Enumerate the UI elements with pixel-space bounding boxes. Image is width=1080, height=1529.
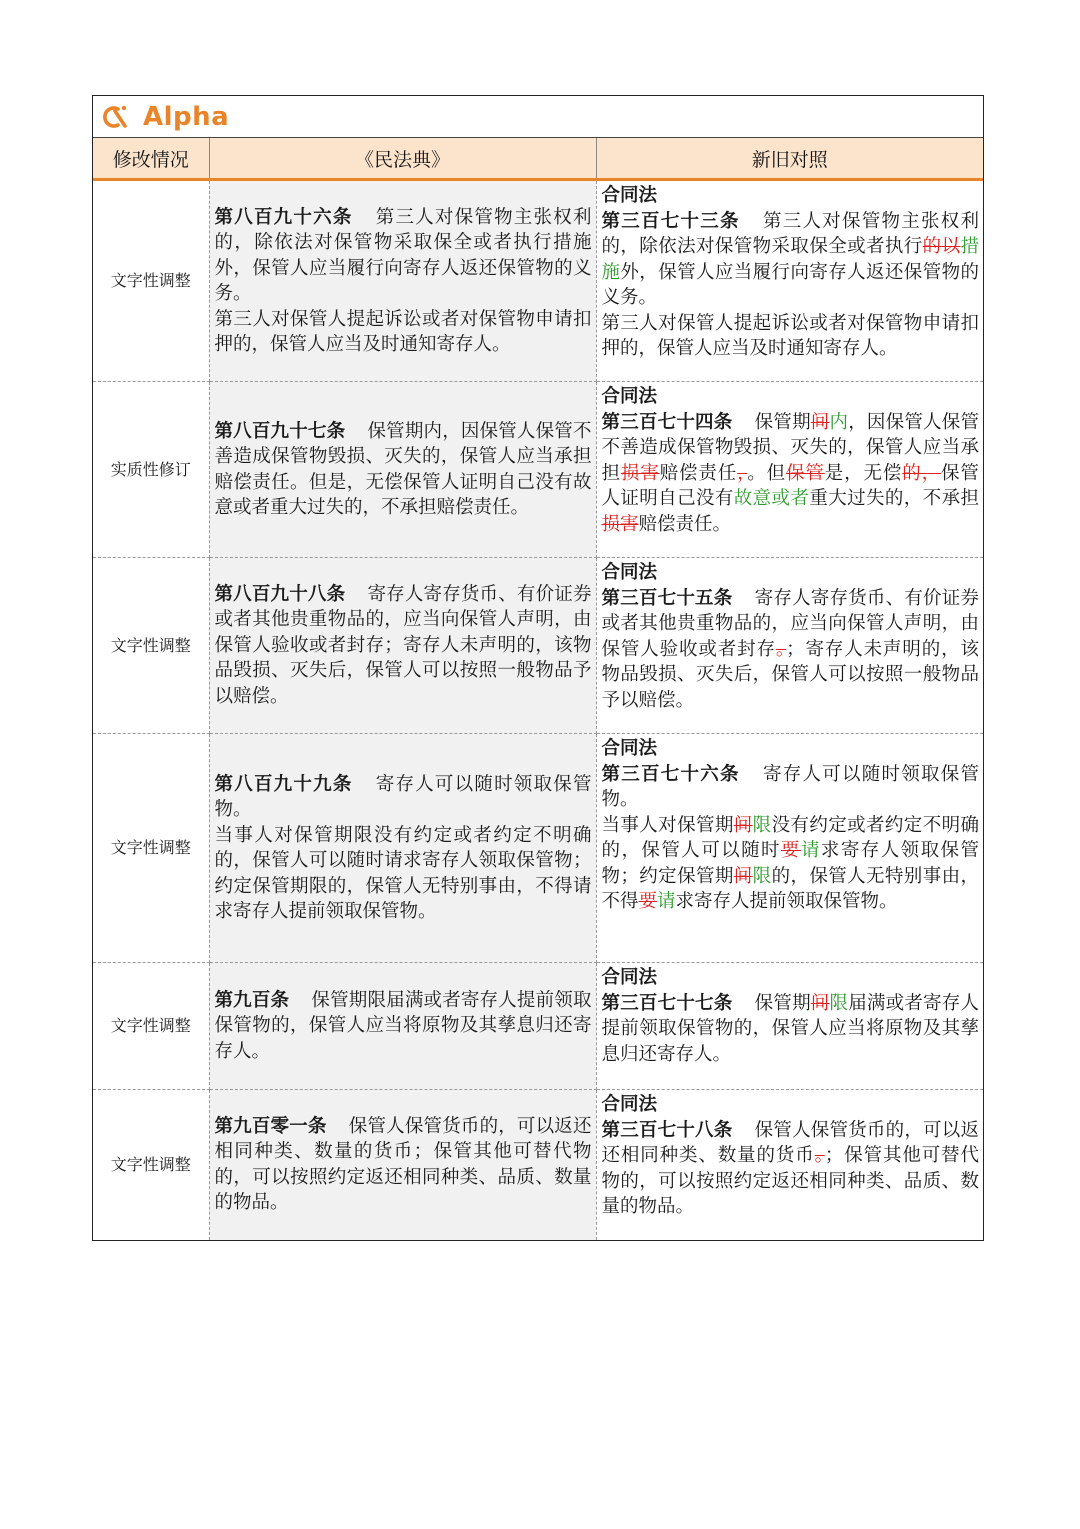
comparison-cell bbox=[596, 558, 983, 734]
civil-paragraph bbox=[215, 307, 592, 358]
contract-article-number: 第三百七十六条 bbox=[601, 763, 740, 785]
deleted-text: 要 bbox=[780, 840, 801, 861]
comparison-text: ；保管其他可替代物的，可以按照约定返还相同种类、品质、数量的物品。 bbox=[601, 1145, 979, 1217]
civil-article-number: 第八百九十八条 bbox=[214, 583, 346, 605]
deleted-text: 损害 bbox=[601, 513, 639, 535]
civil-text: 保管期内，因保管人保管不善造成保管物毁损、灭失的，保管人应当承担赔偿责任。但是，无偿保管人证明自己没有故意或者重大过失的，不承担赔偿责任。 bbox=[214, 420, 592, 518]
source-law-label: 合同法 bbox=[601, 1094, 658, 1115]
comparison-cell bbox=[596, 963, 983, 1090]
source-law-label: 合同法 bbox=[601, 562, 658, 583]
header-civil-code: 《民法典》 bbox=[209, 138, 596, 180]
civil-text: 当事人对保管期限没有约定或者约定不明确的，保管人可以随时请求寄存人领取保管物；约定保管期限的，保管人无特别事由，不得请求寄存人提前领取保管物。 bbox=[214, 824, 592, 922]
deleted-text: 。 bbox=[775, 638, 787, 660]
comparison-text: 求寄存人领取保管物；约定保管期 bbox=[601, 840, 979, 887]
deleted-text: 间 bbox=[810, 992, 830, 1014]
comparison-text: 没有约定或者约定不明确的，保管人可以随时 bbox=[601, 814, 979, 861]
deleted-text: ， bbox=[737, 462, 748, 484]
contract-article-number: 第三百七十三条 bbox=[601, 210, 740, 232]
table-row bbox=[93, 963, 983, 1090]
civil-code-cell bbox=[209, 963, 596, 1090]
comparison-text: ，因保管人保管不善造成保管物毁损、灭失的，保管人应当承担 bbox=[601, 411, 979, 484]
source-law-label: 合同法 bbox=[601, 386, 658, 407]
status-cell: 文字性调整 bbox=[93, 180, 209, 382]
deleted-text: 间 bbox=[810, 411, 830, 433]
source-law-label: 合同法 bbox=[601, 738, 658, 759]
civil-code-cell bbox=[209, 180, 596, 382]
table-row bbox=[93, 734, 983, 963]
comparison-table bbox=[93, 138, 983, 1240]
civil-text: 第三人对保管人提起诉讼或者对保管物申请扣押的，保管人应当及时通知寄存人。 bbox=[214, 308, 592, 355]
inserted-text: 内 bbox=[829, 411, 849, 433]
deleted-text: 间 bbox=[733, 814, 753, 836]
status-cell: 文字性调整 bbox=[93, 558, 209, 734]
civil-paragraph bbox=[215, 419, 592, 521]
civil-paragraph bbox=[215, 772, 592, 823]
civil-code-cell bbox=[209, 734, 596, 963]
comparison-text: 的，保管人无特别事由，不得 bbox=[601, 865, 979, 912]
comparison-text: 重大过失的，不承担 bbox=[809, 488, 979, 509]
comparison-paragraph bbox=[602, 1118, 980, 1220]
civil-text: 第三人对保管物主张权利的，除依法对保管物采取保全或者执行措施外，保管人应当履行向寄存人返还保管物的义务。 bbox=[214, 206, 592, 304]
contract-article-number: 第三百七十七条 bbox=[601, 992, 733, 1014]
contract-article-number: 第三百七十八条 bbox=[601, 1119, 733, 1141]
civil-article-number: 第八百九十九条 bbox=[214, 773, 353, 795]
inserted-text: 限 bbox=[752, 865, 772, 887]
brand-name: Alpha bbox=[143, 101, 230, 132]
comparison-text: 寄存人寄存货币、有价证券或者其他贵重物品的，应当向保管人声明，由保管人验收或者封存 bbox=[601, 587, 979, 660]
comparison-text: 寄存人可以随时领取保管物。 bbox=[601, 763, 979, 810]
comparison-paragraph bbox=[602, 586, 980, 714]
status-cell: 文字性调整 bbox=[93, 734, 209, 963]
civil-paragraph bbox=[215, 823, 592, 925]
inserted-text: 限 bbox=[752, 814, 772, 836]
comparison-paragraph bbox=[602, 311, 980, 362]
comparison-text: 第三人对保管人提起诉讼或者对保管物申请扣押的，保管人应当及时通知寄存人。 bbox=[601, 312, 979, 359]
inserted-text: 请 bbox=[800, 840, 821, 861]
deleted-text: 的， bbox=[902, 462, 941, 484]
comparison-text: 是，无偿 bbox=[824, 462, 903, 484]
civil-paragraph bbox=[215, 1114, 592, 1216]
civil-code-cell bbox=[209, 1090, 596, 1240]
comparison-text: 保管人证明自己没有 bbox=[601, 462, 979, 509]
deleted-text: 保管 bbox=[786, 462, 825, 484]
civil-text: 保管人保管货币的，可以返还相同种类、数量的货币；保管其他可替代物的，可以按照约定返还相同种类、品质、数量的物品。 bbox=[214, 1115, 592, 1214]
civil-article-number: 第八百九十七条 bbox=[214, 420, 346, 442]
comparison-paragraph bbox=[602, 410, 980, 538]
header-comparison: 新旧对照 bbox=[596, 138, 983, 180]
table-row bbox=[93, 558, 983, 734]
deleted-text: 的以 bbox=[922, 236, 961, 257]
civil-paragraph bbox=[215, 582, 592, 710]
comparison-cell bbox=[596, 1090, 983, 1240]
table-row bbox=[93, 382, 983, 558]
civil-article-number: 第九百条 bbox=[214, 989, 290, 1011]
comparison-text: 保管期 bbox=[754, 992, 811, 1014]
civil-text: 保管期限届满或者寄存人提前领取保管物的，保管人应当将原物及其孳息归还寄存人。 bbox=[214, 989, 592, 1062]
comparison-text: 外，保管人应当履行向寄存人返还保管物的义务。 bbox=[601, 261, 979, 308]
civil-article-number: 第九百零一条 bbox=[214, 1115, 327, 1137]
comparison-text: 保管期 bbox=[754, 411, 811, 433]
comparison-paragraph bbox=[602, 813, 980, 915]
comparison-text: 保管人保管货币的，可以返还相同种类、数量的货币 bbox=[601, 1119, 979, 1166]
alpha-logo-icon bbox=[101, 103, 129, 131]
inserted-text: 限 bbox=[829, 992, 849, 1014]
contract-article-number: 第三百七十四条 bbox=[601, 411, 733, 433]
header-status: 修改情况 bbox=[93, 138, 209, 180]
comparison-paragraph bbox=[602, 762, 980, 813]
civil-paragraph bbox=[215, 988, 592, 1065]
inserted-text: 措施 bbox=[601, 236, 979, 283]
source-law-label: 合同法 bbox=[601, 185, 658, 206]
comparison-text: 赔偿责任。 bbox=[638, 513, 732, 535]
civil-text: 寄存人寄存货币、有价证券或者其他贵重物品的，应当向保管人声明，由保管人验收或者封存；寄存人未声明的，该物品毁损、灭失后，保管人可以按照一般物品予以赔偿。 bbox=[214, 583, 592, 707]
comparison-paragraph bbox=[602, 991, 980, 1068]
status-cell: 文字性调整 bbox=[93, 1090, 209, 1240]
civil-code-cell bbox=[209, 558, 596, 734]
comparison-cell bbox=[596, 180, 983, 382]
comparison-cell bbox=[596, 734, 983, 963]
civil-code-cell bbox=[209, 382, 596, 558]
source-law-label: 合同法 bbox=[601, 967, 658, 988]
deleted-text: 。 bbox=[814, 1145, 825, 1166]
comparison-text: 第三人对保管物主张权利的，除依法对保管物采取保全或者执行 bbox=[601, 210, 979, 257]
header-row bbox=[93, 138, 983, 180]
status-cell: 文字性调整 bbox=[93, 963, 209, 1090]
comparison-text: 求寄存人提前领取保管物。 bbox=[675, 891, 898, 912]
contract-article-number: 第三百七十五条 bbox=[601, 587, 733, 609]
comparison-paragraph bbox=[602, 209, 980, 311]
inserted-text: 故意或者 bbox=[733, 488, 810, 509]
civil-article-number: 第八百九十六条 bbox=[214, 206, 353, 228]
brand-bar bbox=[93, 96, 983, 138]
deleted-text: 损害 bbox=[620, 462, 660, 484]
comparison-text: 赔偿责任 bbox=[659, 462, 738, 484]
table-row bbox=[93, 180, 983, 382]
civil-paragraph bbox=[215, 205, 592, 307]
comparison-text: 当事人对保管期 bbox=[601, 814, 734, 836]
comparison-sheet bbox=[92, 95, 984, 1241]
comparison-text: ；寄存人未声明的，该物品毁损、灭失后，保管人可以按照一般物品予以赔偿。 bbox=[601, 638, 979, 711]
civil-text: 寄存人可以随时领取保管物。 bbox=[214, 773, 592, 820]
inserted-text: 请 bbox=[657, 891, 676, 912]
comparison-cell bbox=[596, 382, 983, 558]
status-cell: 实质性修订 bbox=[93, 382, 209, 558]
comparison-text: 。但 bbox=[747, 462, 786, 484]
deleted-text: 要 bbox=[638, 891, 658, 912]
comparison-text: 届满或者寄存人提前领取保管物的，保管人应当将原物及其孳息归还寄存人。 bbox=[601, 992, 979, 1065]
deleted-text: 间 bbox=[733, 865, 753, 887]
table-row bbox=[93, 1090, 983, 1240]
